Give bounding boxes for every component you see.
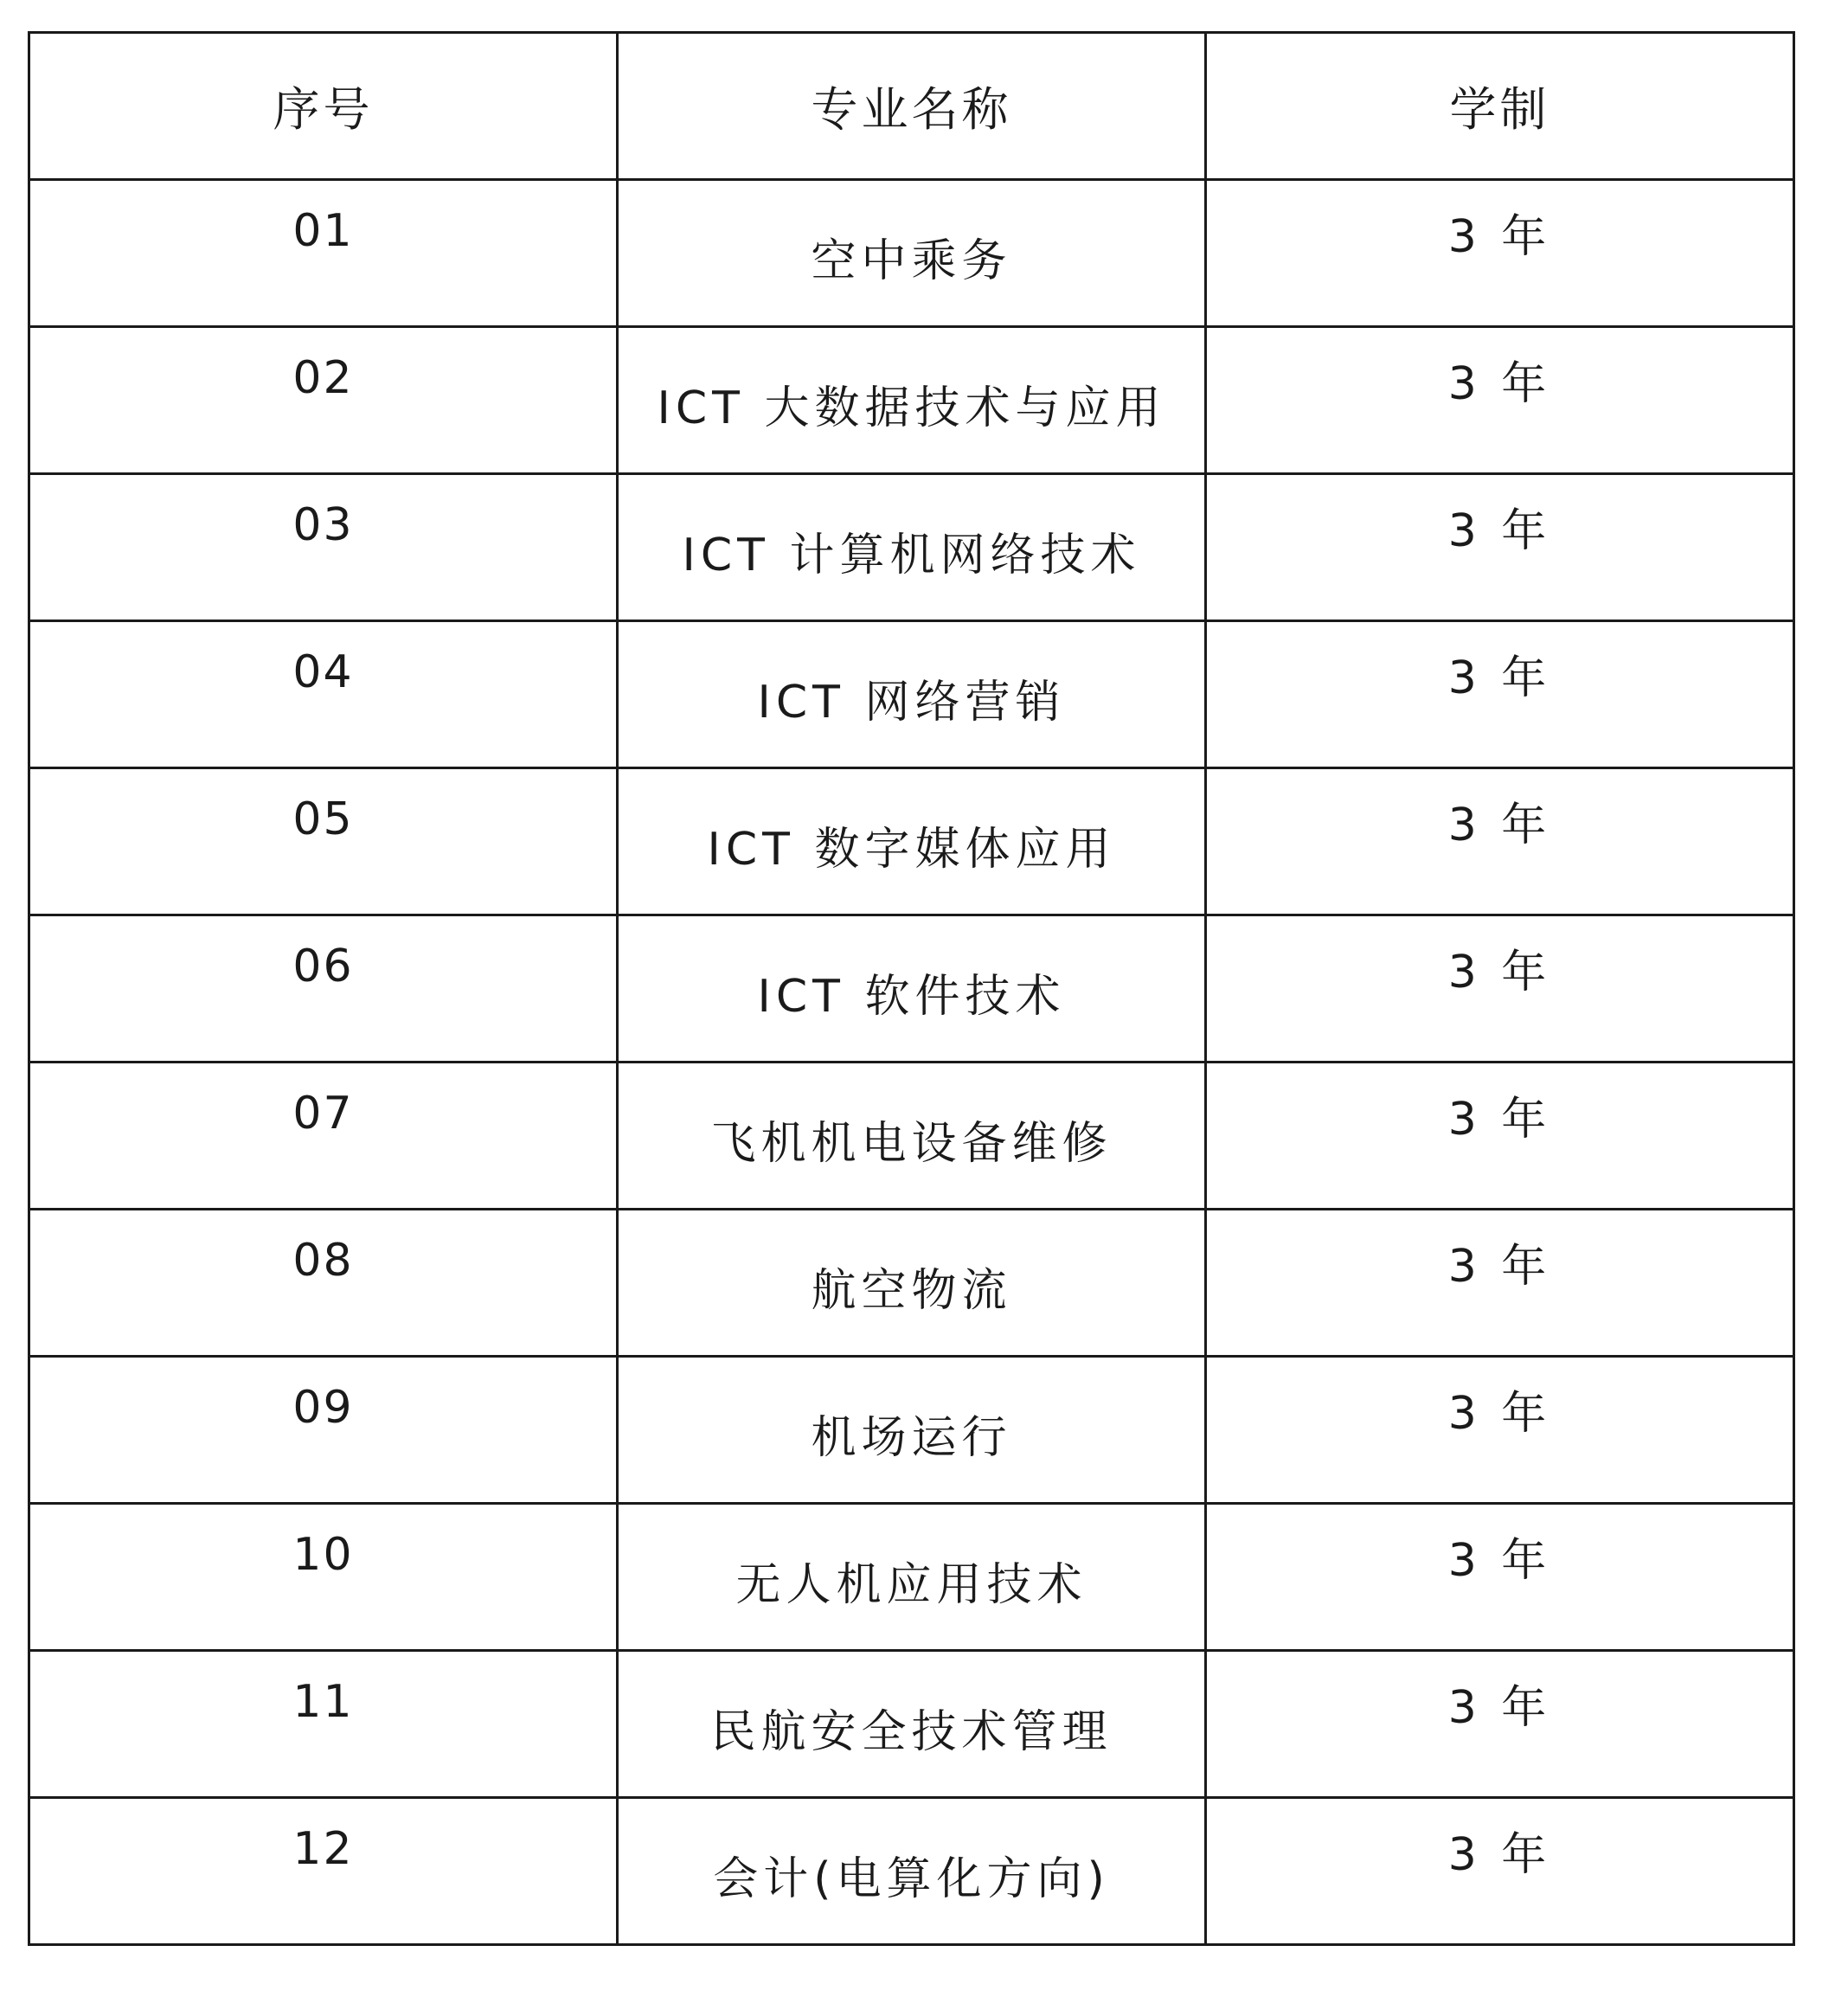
cell-index: [29, 327, 618, 474]
index-text: 08: [292, 1234, 354, 1287]
cell-duration: [1206, 621, 1794, 768]
major-text: 民航安全技术管理: [710, 1706, 1113, 1758]
majors-table-container: [28, 31, 1793, 1946]
table-row: [29, 768, 1794, 915]
cell-major: [618, 621, 1206, 768]
index-text: 10: [292, 1528, 354, 1581]
major-text: ICT 大数据技术与应用: [657, 382, 1166, 434]
cell-major: [618, 1210, 1206, 1357]
majors-table: [28, 31, 1795, 1946]
table-row: [29, 180, 1794, 327]
cell-duration: [1206, 1063, 1794, 1210]
cell-index: [29, 915, 618, 1063]
major-text: 会计(电算化方向): [713, 1853, 1110, 1905]
cell-duration: [1206, 1210, 1794, 1357]
cell-major: [618, 915, 1206, 1063]
major-text: 航空物流: [811, 1265, 1012, 1317]
header-index: 序号: [29, 33, 618, 180]
cell-major: [618, 1504, 1206, 1651]
major-text: ICT 网络营销: [757, 677, 1066, 729]
table-header-row: [29, 33, 1794, 180]
duration-text: 3 年: [1447, 947, 1552, 998]
index-text: 07: [292, 1087, 354, 1140]
duration-text: 3 年: [1447, 1535, 1552, 1587]
duration-text: 3 年: [1447, 799, 1552, 851]
major-text: 飞机机电设备维修: [710, 1118, 1113, 1170]
duration-text: 3 年: [1447, 1094, 1552, 1146]
cell-duration: [1206, 1357, 1794, 1504]
cell-index: [29, 180, 618, 327]
header-duration: 学制: [1206, 33, 1794, 180]
table-row: [29, 1798, 1794, 1945]
duration-text: 3 年: [1447, 1829, 1552, 1881]
cell-index: [29, 1651, 618, 1798]
cell-major: [618, 1357, 1206, 1504]
index-text: 09: [292, 1381, 354, 1434]
cell-index: [29, 1210, 618, 1357]
cell-major: [618, 768, 1206, 915]
table-row: [29, 1210, 1794, 1357]
major-text: ICT 计算机网络技术: [682, 530, 1141, 581]
cell-index: [29, 1504, 618, 1651]
cell-duration: [1206, 180, 1794, 327]
index-text: 03: [292, 498, 354, 551]
duration-text: 3 年: [1447, 652, 1552, 704]
index-text: 05: [292, 793, 354, 845]
duration-text: 3 年: [1447, 211, 1552, 263]
major-text: ICT 数字媒体应用: [707, 824, 1116, 876]
index-text: 01: [292, 204, 354, 257]
cell-index: [29, 1357, 618, 1504]
cell-major: [618, 1798, 1206, 1945]
cell-duration: [1206, 915, 1794, 1063]
major-text: ICT 软件技术: [757, 971, 1066, 1023]
cell-duration: [1206, 327, 1794, 474]
cell-major: [618, 327, 1206, 474]
cell-duration: [1206, 1651, 1794, 1798]
cell-duration: [1206, 768, 1794, 915]
cell-index: [29, 768, 618, 915]
duration-text: 3 年: [1447, 505, 1552, 557]
cell-index: [29, 474, 618, 621]
duration-text: 3 年: [1447, 1388, 1552, 1440]
index-text: 04: [292, 645, 354, 698]
index-text: 12: [292, 1822, 354, 1875]
cell-major: [618, 1651, 1206, 1798]
duration-text: 3 年: [1447, 1241, 1552, 1293]
index-text: 02: [292, 351, 354, 404]
index-text: 06: [292, 940, 354, 992]
table-row: [29, 1063, 1794, 1210]
table-row: [29, 621, 1794, 768]
cell-duration: [1206, 474, 1794, 621]
cell-major: [618, 180, 1206, 327]
cell-duration: [1206, 1798, 1794, 1945]
table-row: [29, 1651, 1794, 1798]
cell-major: [618, 474, 1206, 621]
cell-duration: [1206, 1504, 1794, 1651]
table-row: [29, 1504, 1794, 1651]
duration-text: 3 年: [1447, 358, 1552, 410]
cell-index: [29, 1063, 618, 1210]
major-text: 无人机应用技术: [735, 1559, 1087, 1611]
cell-major: [618, 1063, 1206, 1210]
index-text: 11: [292, 1675, 354, 1728]
table-row: [29, 915, 1794, 1063]
table-row: [29, 327, 1794, 474]
table-row: [29, 1357, 1794, 1504]
cell-index: [29, 621, 618, 768]
major-text: 空中乘务: [811, 235, 1012, 287]
header-major-name: 专业名称: [618, 33, 1206, 180]
duration-text: 3 年: [1447, 1682, 1552, 1734]
cell-index: [29, 1798, 618, 1945]
table-row: [29, 474, 1794, 621]
major-text: 机场运行: [811, 1412, 1012, 1464]
